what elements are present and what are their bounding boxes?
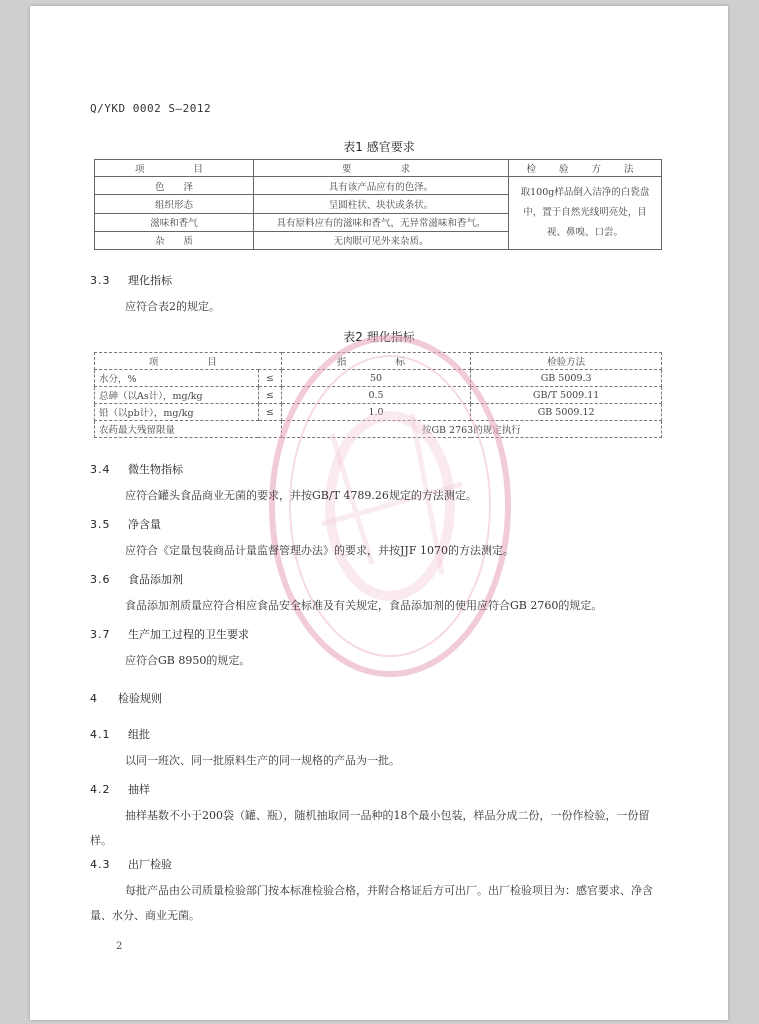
document-page <box>30 6 728 1020</box>
cell-requirement: 具有原料应有的滋味和香气，无异常滋味和香气。 <box>254 213 509 231</box>
section-heading-3-7 <box>90 626 249 642</box>
page-number: 2 <box>116 941 123 952</box>
column-header-method: 检 验 方 法 <box>509 160 662 177</box>
cell-item: 组织形态 <box>95 195 254 213</box>
cell-value: 0.5 <box>281 387 471 404</box>
section-text-3-3: 应符合表2的规定。 <box>125 300 220 313</box>
section-heading-4-3 <box>90 856 172 872</box>
column-header-requirement: 要 求 <box>254 160 509 177</box>
sensory-requirements-table <box>94 159 662 250</box>
section-title: 食品添加剂 <box>128 573 183 586</box>
cell-item: 农药最大残留限量 <box>95 421 282 438</box>
table-row <box>95 177 662 195</box>
section-heading-4-1 <box>90 726 150 742</box>
section-text-3-7: 应符合GB 8950的规定。 <box>125 654 251 667</box>
table2-caption: 表2 理化指标 <box>343 330 415 344</box>
section-number: 4.1 <box>90 728 111 741</box>
section-heading-4-2 <box>90 781 150 797</box>
section-title: 净含量 <box>128 518 161 531</box>
cell-operator: ≤ <box>258 387 281 404</box>
cell-method: 取100g样品倒入洁净的白瓷盘中，置于自然光线明亮处，目视、鼻嗅、口尝。 <box>509 177 662 250</box>
cell-item: 滋味和香气 <box>95 213 254 231</box>
section-text-3-5: 应符合《定量包装商品计量监督管理办法》的要求，并按JJF 1070的方法测定。 <box>125 544 514 557</box>
table1-caption: 表1 感官要求 <box>343 140 415 154</box>
column-header-item: 项 目 <box>95 160 254 177</box>
cell-rule: 按GB 2763的规定执行 <box>281 421 661 438</box>
section-number: 3.3 <box>90 274 111 287</box>
section-number: 4 <box>90 692 98 705</box>
cell-operator: ≤ <box>258 370 281 387</box>
cell-requirement: 呈圆柱状、块状或条状。 <box>254 195 509 213</box>
section-number: 4.2 <box>90 783 111 796</box>
cell-requirement: 具有该产品应有的色泽。 <box>254 177 509 195</box>
column-header-item: 项 目 <box>95 353 282 370</box>
cell-item: 水分，% <box>95 370 259 387</box>
section-number: 3.5 <box>90 518 111 531</box>
cell-item: 色 泽 <box>95 177 254 195</box>
column-header-method: 检验方法 <box>471 353 662 370</box>
column-header-index: 指 标 <box>281 353 471 370</box>
cell-requirement: 无肉眼可见外来杂质。 <box>254 231 509 249</box>
section-text-4-1: 以同一班次、同一批原料生产的同一规格的产品为一批。 <box>125 754 400 767</box>
section-heading-3-6 <box>90 571 183 587</box>
cell-method: GB 5009.12 <box>471 404 662 421</box>
section-title: 生产加工过程的卫生要求 <box>128 628 249 641</box>
section-number: 3.7 <box>90 628 111 641</box>
section-title: 抽样 <box>128 783 150 796</box>
section-title: 出厂检验 <box>128 858 172 871</box>
section-number: 3.6 <box>90 573 111 586</box>
section-text-4-3: 每批产品由公司质量检验部门按本标准检验合格，并附合格证后方可出厂。出厂检验项目为：感官要求、净含量、水分、商业无菌。 <box>90 884 653 922</box>
document-header: Q/YKD 0002 S—2012 <box>90 102 212 115</box>
cell-item: 总砷（以As计），mg/kg <box>95 387 259 404</box>
section-heading-3-5 <box>90 516 161 532</box>
section-heading-4 <box>90 690 162 706</box>
section-heading-3-3 <box>90 272 172 288</box>
cell-method: GB/T 5009.11 <box>471 387 662 404</box>
cell-operator: ≤ <box>258 404 281 421</box>
section-text-3-4: 应符合罐头食品商业无菌的要求，并按GB/T 4789.26规定的方法测定。 <box>125 489 477 502</box>
table-header-row <box>95 160 662 177</box>
section-title: 理化指标 <box>128 274 172 287</box>
section-number: 4.3 <box>90 858 111 871</box>
section-heading-3-4 <box>90 461 183 477</box>
section-title: 微生物指标 <box>128 463 183 476</box>
section-text-4-2: 抽样基数不小于200袋（罐、瓶），随机抽取同一品种的18个最小包装，样品分成二份，一份作检验，一份留样。 <box>90 809 650 847</box>
cell-item: 杂 质 <box>95 231 254 249</box>
section-title: 组批 <box>128 728 150 741</box>
cell-value: 1.0 <box>281 404 471 421</box>
section-title: 检验规则 <box>118 692 162 705</box>
section-text-3-6: 食品添加剂质量应符合相应食品安全标准及有关规定，食品添加剂的使用应符合GB 2760的规定。 <box>125 599 603 612</box>
cell-item: 铅（以pb计），mg/kg <box>95 404 259 421</box>
section-number: 3.4 <box>90 463 111 476</box>
cell-value: 50 <box>281 370 471 387</box>
cell-method: GB 5009.3 <box>471 370 662 387</box>
